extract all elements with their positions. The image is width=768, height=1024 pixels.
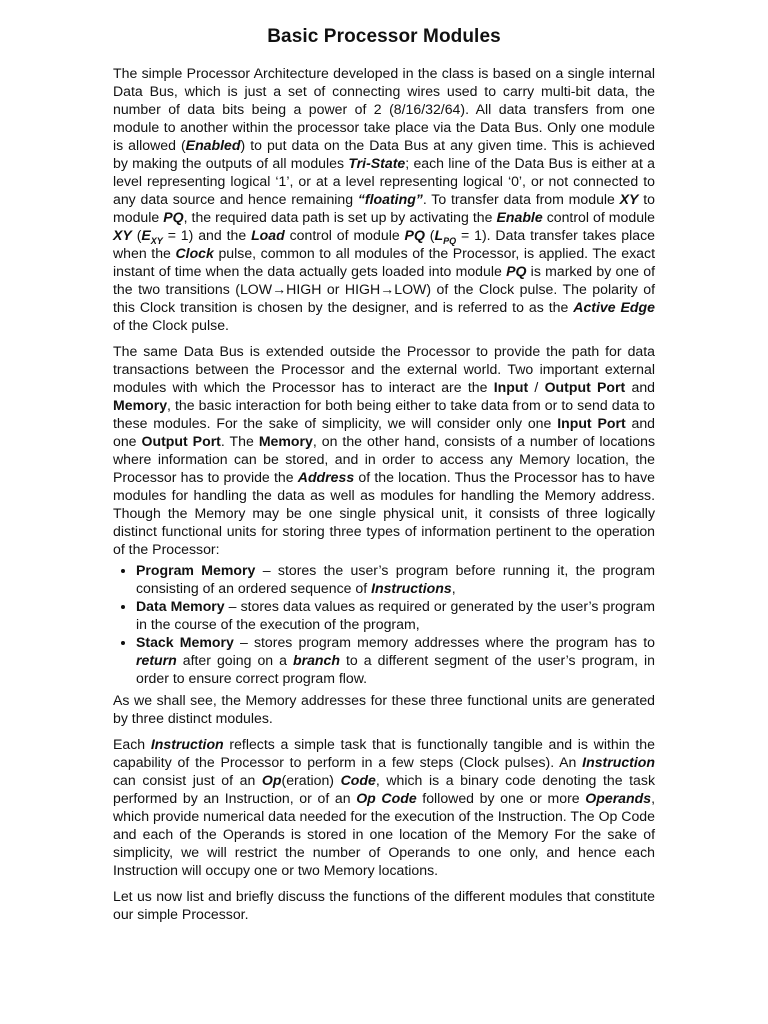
term-instructions: Instructions: [371, 580, 452, 596]
text: and: [625, 379, 656, 395]
term-xy: XY: [113, 227, 132, 243]
term-output-port: Output Port: [141, 433, 221, 449]
symbol-e: E: [141, 227, 151, 243]
text: and one: [113, 415, 656, 449]
term-xy: XY: [619, 191, 639, 207]
term-address: Address: [297, 469, 355, 485]
text: . To transfer data from module: [422, 191, 620, 207]
symbol-l: L: [434, 227, 444, 243]
subscript-xy: XY: [150, 235, 163, 246]
term-code: Code: [340, 772, 376, 788]
text: is marked by one of the two transitions (LOW→HIGH or HIGH→LOW) of the Clock pulse. The polarity of this Clock transition is chosen by the designer, and is referred to as the: [113, 263, 656, 315]
text: control of module: [542, 209, 655, 225]
paragraph-instructions: [113, 735, 655, 879]
term-enabled: Enabled: [185, 137, 241, 153]
term-tristate: Tri-State: [348, 155, 406, 171]
text: (: [131, 227, 142, 243]
text: followed by one or more: [416, 790, 586, 806]
paragraph-closing: Let us now list and briefly discuss the functions of the different modules that constitute our simple Processor.: [113, 888, 655, 922]
list-item: [136, 561, 655, 597]
text: ) to put data on the Data Bus at any given time. This is achieved by making the outputs of all modules: [113, 137, 655, 171]
memory-types-list: [113, 561, 655, 687]
term-operands: Operands: [585, 790, 652, 806]
term-instruction: Instruction: [150, 736, 224, 752]
term-output-port: Output Port: [544, 379, 626, 395]
bullet-term: Data Memory: [136, 598, 225, 614]
term-load: Load: [251, 227, 285, 243]
text: – stores program memory addresses where the program has to: [233, 634, 655, 650]
paragraph-data-bus: [113, 64, 655, 334]
text: , the basic interaction for both being either to take data from or to send data to these modules. For the sake of simplicity, we will consider only one: [113, 397, 655, 431]
text: (eration): [281, 772, 341, 788]
text: to module: [113, 191, 655, 225]
term-instruction: Instruction: [582, 754, 655, 770]
text: , the required data path is set up by activating the: [183, 209, 497, 225]
term-input: Input: [493, 379, 529, 395]
text: can consist just of an: [113, 772, 262, 788]
term-pq: PQ: [404, 227, 425, 243]
paragraph-external-modules: [113, 342, 655, 558]
term-return: return: [136, 652, 177, 668]
paragraph-address-generation: As we shall see, the Memory addresses for these three functional units are generated by three distinct modules.: [113, 692, 655, 726]
text: , on the other hand, consists of a number of locations where information can be stored, and in order to access any Memory location, the Processor has to provide the: [113, 433, 656, 485]
term-memory: Memory: [113, 397, 168, 413]
text: to a different segment of the user’s program, in order to ensure correct program flow.: [136, 652, 655, 686]
text: /: [528, 379, 545, 395]
list-item: [136, 597, 655, 633]
text: after going on a: [176, 652, 293, 668]
term-floating: “floating”: [357, 191, 423, 207]
text: – stores the user’s program before running it, the program consisting of an ordered sequence of: [136, 562, 656, 596]
text: The same Data Bus is extended outside the Processor to provide the path for data transactions between the Processor and the external world. Two important external modules with which the Processor has to interact are the: [113, 343, 655, 395]
text: of the Clock pulse.: [113, 317, 229, 333]
bullet-term: Program Memory: [136, 562, 256, 578]
text: = 1). Data transfer takes place when the: [113, 227, 655, 261]
term-op: Op: [261, 772, 282, 788]
page-title: Basic Processor Modules: [267, 26, 501, 47]
term-lpq: [434, 227, 457, 246]
text: Each: [113, 736, 151, 752]
text: control of module: [284, 227, 405, 243]
subscript-pq: PQ: [443, 235, 457, 246]
text: of the location. Thus the Processor has to have modules for handling the data as well as modules for handling the Memory address. Though the Memory may be one single physical unit, it consists of three logically distinct functional units for storing three types of information pertinent to the operation of the Processor:: [113, 469, 655, 557]
text: ; each line of the Data Bus is either at a level representing logical ‘1’, or at a level representing logical ‘0’, or not connected to any data source and hence remaining: [113, 155, 655, 207]
term-pq: PQ: [506, 263, 527, 279]
text: , which is a binary code denoting the task performed by an Instruction, or of an: [113, 772, 655, 806]
term-clock: Clock: [175, 245, 214, 261]
term-pq: PQ: [163, 209, 184, 225]
text: , which provide numerical data needed for the execution of the Instruction. The Op Code and each of the Operands is stored in one location of the Memory For the sake of simplicity, we will restrict the number of Operands to one only, and hence each Instruction will occupy one or two Memory locations.: [113, 790, 655, 878]
term-exy: [141, 227, 163, 246]
document-page: [113, 26, 655, 931]
text: reflects a simple task that is functionally tangible and is within the capability of the Processor to perform in a few steps (Clock pulses). An: [113, 736, 655, 770]
text: ,: [451, 580, 456, 596]
term-op-code: Op Code: [356, 790, 417, 806]
text: = 1) and the: [162, 227, 252, 243]
text: – stores data values as required or generated by the user’s program in the course of the execution of the program,: [136, 598, 655, 632]
term-active-edge: Active Edge: [573, 299, 655, 315]
term-branch: branch: [293, 652, 340, 668]
text: The simple Processor Architecture developed in the class is based on a single internal Data Bus, which is just a set of connecting wires used to carry multi-bit data, the number of data bits being a power of 2 (8/16/32/64). All data transfers from one module to another within the processor take place via the Data Bus. Only one module is allowed (: [113, 65, 655, 153]
bullet-term: Stack Memory: [136, 634, 234, 650]
text: (: [424, 227, 435, 243]
text: pulse, common to all modules of the Processor, is applied. The exact instant of time when the data actually gets loaded into module: [113, 245, 655, 279]
term-memory: Memory: [258, 433, 313, 449]
term-input-port: Input Port: [557, 415, 626, 431]
text: . The: [220, 433, 259, 449]
list-item: [136, 633, 655, 687]
term-enable: Enable: [496, 209, 543, 225]
